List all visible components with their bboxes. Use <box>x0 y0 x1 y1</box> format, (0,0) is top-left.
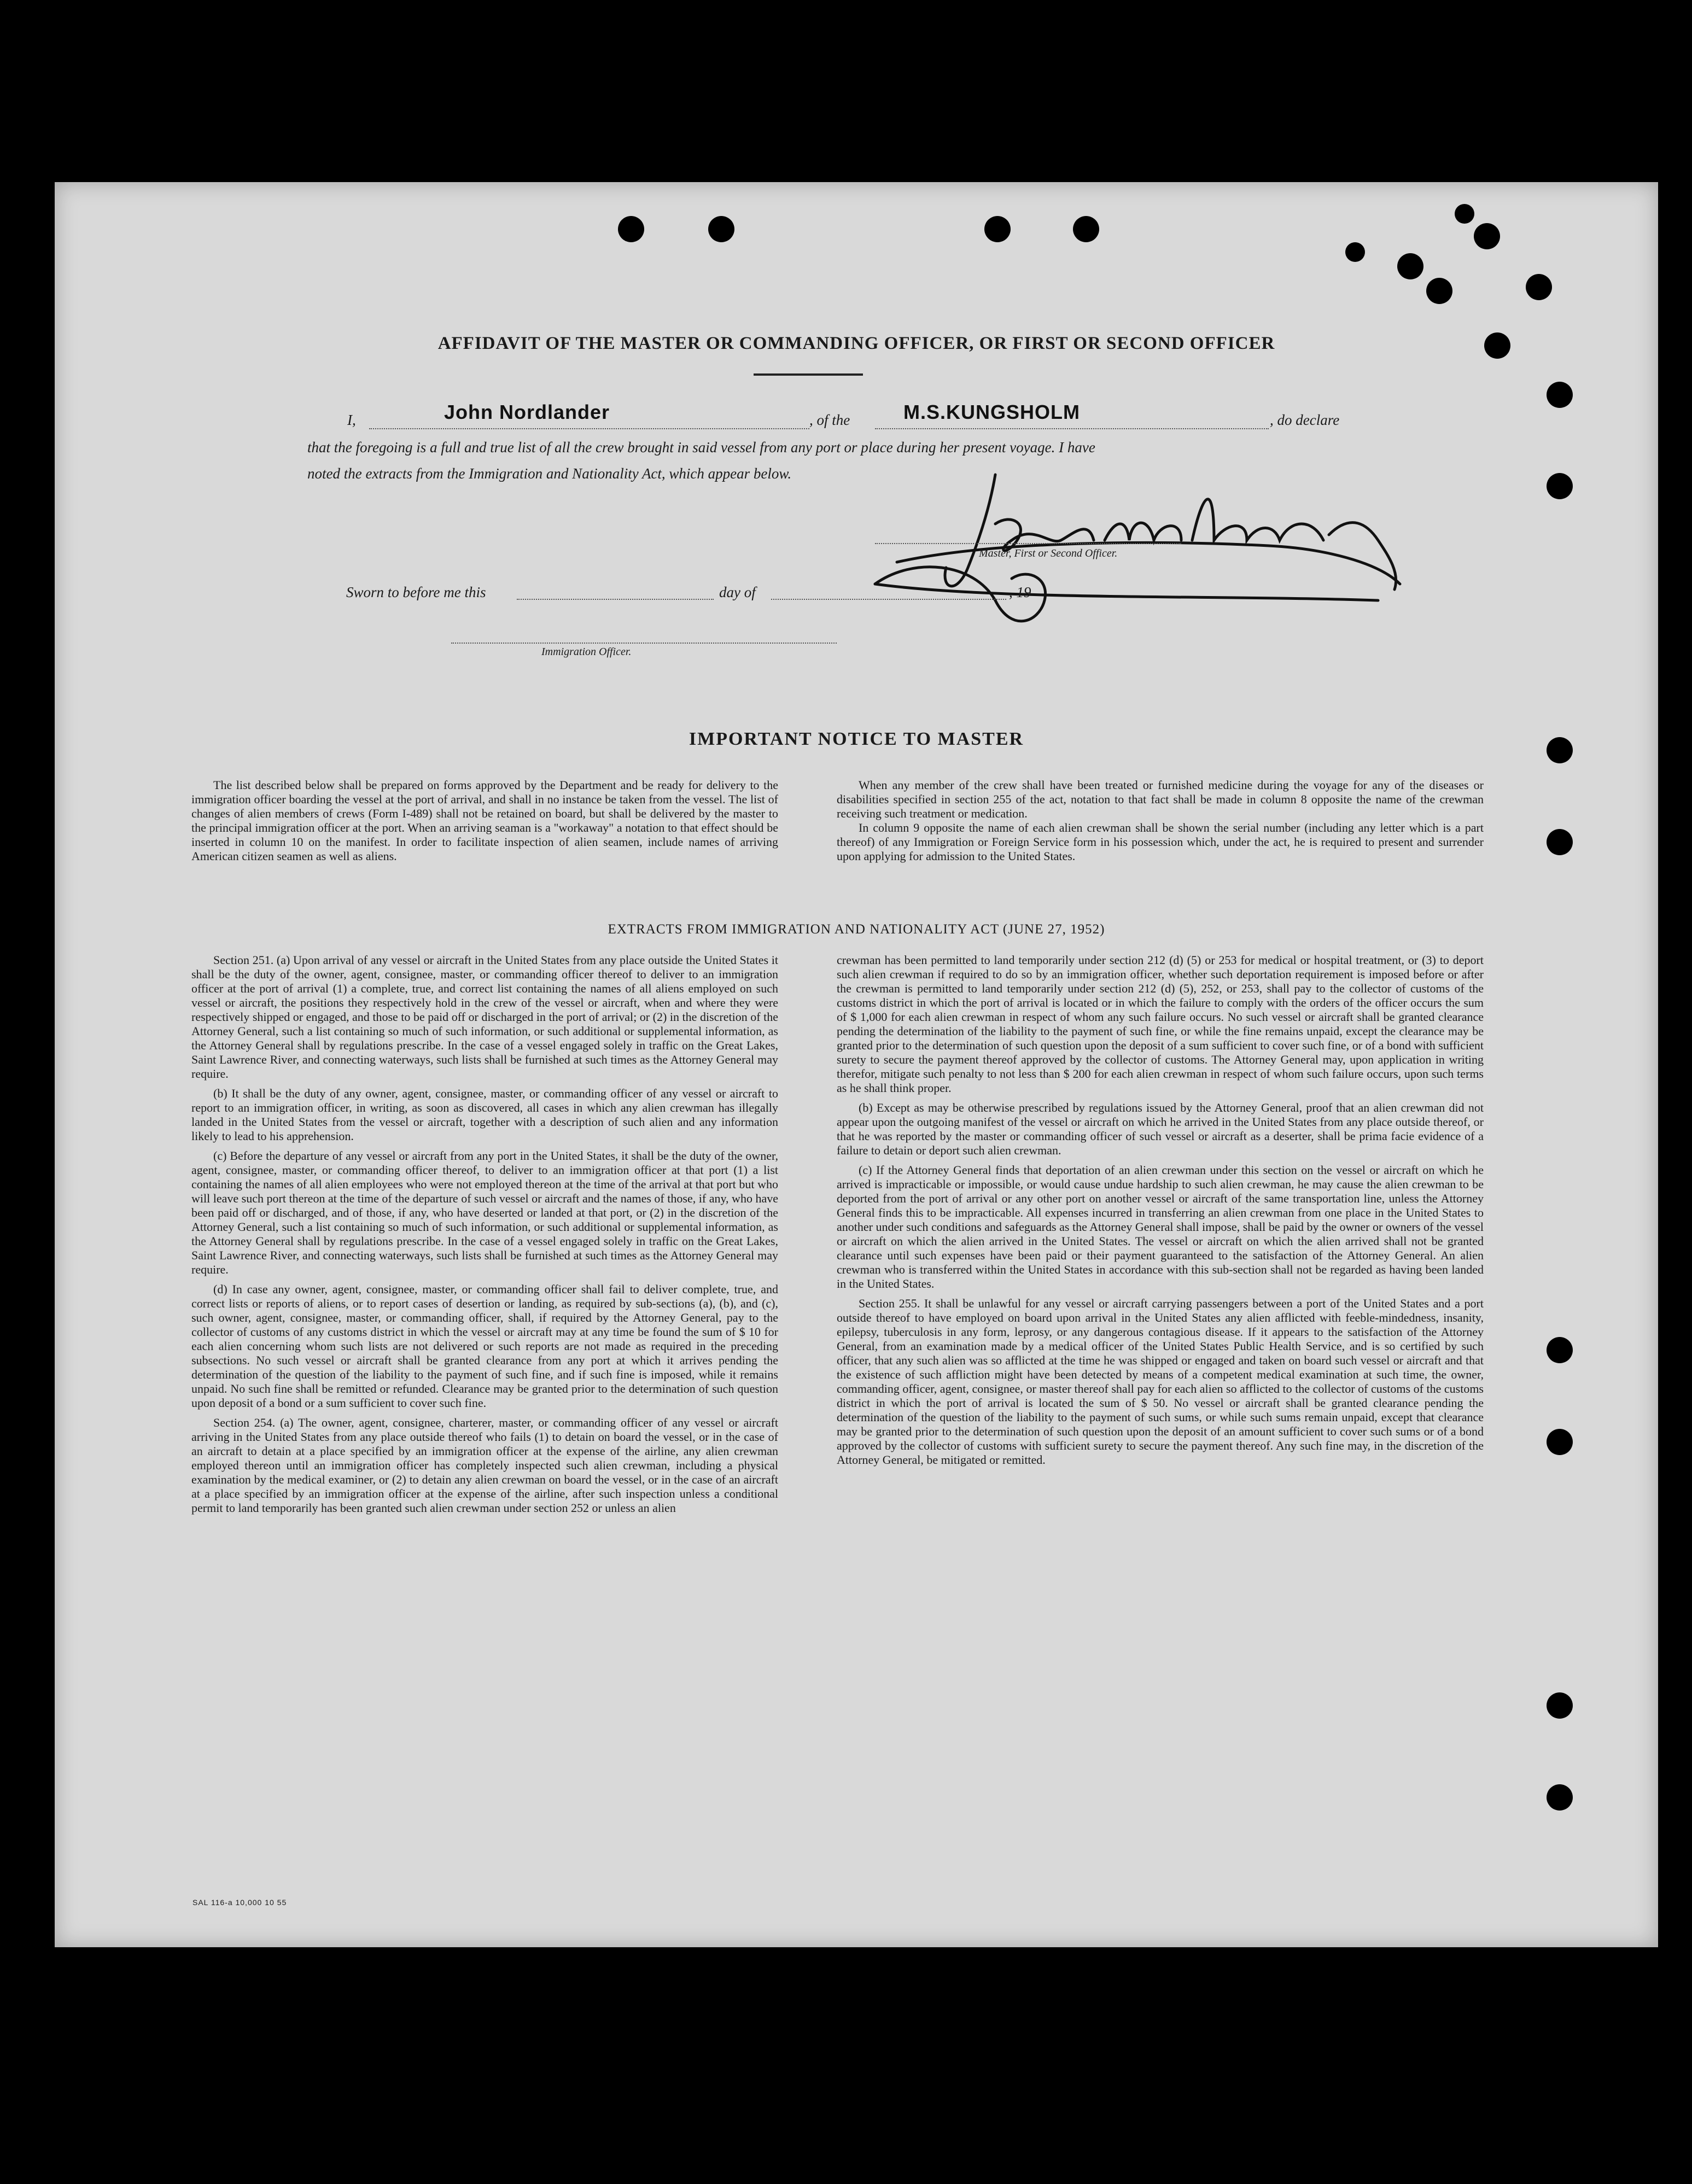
punch-hole <box>1547 1337 1573 1363</box>
punch-hole <box>1073 216 1099 242</box>
punch-hole <box>618 216 644 242</box>
extracts-title: EXTRACTS FROM IMMIGRATION AND NATIONALITY ACT (JUNE 27, 1952) <box>608 922 1105 937</box>
punch-hole <box>1547 829 1573 855</box>
of-the-label: , of the <box>809 412 850 428</box>
extract-paragraph: Section 255. It shall be unlawful for any vessel or aircraft carrying passengers between a port of the United States and a port outside thereof to have employed on board upon arrival in the United States any alien afflicted with feeble-mindedness, insanity, epilepsy, tuberculosis in any form, leprosy, or any dangerous contagious disease. If it appears to the satisfaction of the Attorney General, from an examination made by a medical officer of the United States Public Health Service, and is so certified by such officer, that any such alien was so afflicted at the time he was shipped or engaged and taken on board such vessel or aircraft and that the existence of such affliction might have been detected by means of a competent medical examination at such time, the owner, commanding officer, agent, consignee, or master thereof shall pay for each alien so afflicted to the collector of customs of the customs district in which the port of arrival is located the sum of $ 50. No vessel or aircraft shall be granted clearance pending the determination of the question of the liability to the payment of such sums, or while such sums remain unpaid, except that clearance may be granted prior to the determination of such question upon the deposit of an amount sufficient to cover such sums or of a bond approved by the collector of customs with sufficient surety to secure the payment thereof. Any such fine may, in the discretion of the Attorney General, be mitigated or remitted. <box>837 1297 1484 1467</box>
punch-hole <box>1547 382 1573 408</box>
punch-hole <box>1397 253 1423 279</box>
punch-hole <box>1526 274 1552 300</box>
extract-paragraph: Section 254. (a) The owner, agent, consignee, charterer, master, or commanding officer of any vessel or aircraft arriving in the United States from any place outside thereof who fails (1) to detain on board the vessel, or in the case of an aircraft to detain at a place specified by an immigration officer at the expense of the airline, any alien crewman employed thereon until an immigration officer has completely inspected such alien crewman, including a physical examination by the medical examiner, or (2) to detain any alien crewman on board the vessel, or in the case of an aircraft at a place specified by an immigration officer at the expense of the airline, after such inspection unless a conditional permit to land temporarily has been granted such alien crewman under section 252 or unless an alien <box>191 1416 778 1515</box>
vessel-field-line <box>875 428 1269 429</box>
extract-paragraph: (d) In case any owner, agent, consignee, master, or commanding officer shall fail to deliver complete, true, and correct lists or reports of aliens, or to report cases of desertion or landing, as required by sub-sections (a), (b), and (c), such owner, agent, consignee, master, or commanding officer, shall, if required by the Attorney General, pay to the collector of customs of any customs district in which the vessel or aircraft may at any time be found the sum of $ 10 for each alien concerning whom such lists are not delivered or such reports are not made as required in the preceding subsections. No such vessel or aircraft shall be granted clearance from any port at which it arrives pending the determination of the question of the liability to the payment of such fine, and if such fine is imposed, while it remains unpaid. No such fine shall be remitted or refunded. Clearance may be granted prior to the determination of such question upon deposit of a bond or a sum sufficient to cover such fine. <box>191 1282 778 1410</box>
punch-hole <box>1474 223 1500 249</box>
extracts-left-column <box>191 953 778 1521</box>
sworn-month-line <box>771 599 1006 600</box>
master-signature-line <box>875 543 1181 544</box>
title-divider <box>754 373 863 376</box>
extract-paragraph: (b) Except as may be otherwise prescribed by regulations issued by the Attorney General, proof that an alien crewman did not appear upon the outgoing manifest of the vessel or aircraft on which he arrived in the United States from any place outside thereof, or that he was reported by the master or commanding officer of such vessel or aircraft as a deserter, shall be prima facie evidence of a failure to detain or deport such alien crewman. <box>837 1101 1484 1157</box>
officer-caption: Immigration Officer. <box>541 646 632 658</box>
punch-hole <box>1547 1692 1573 1719</box>
notice-left-column <box>191 778 778 869</box>
notice-paragraph: When any member of the crew shall have been treated or furnished medicine during the voyage for any of the diseases or disabilities specified in section 255 of the act, notation to that fact shall be made in column 8 opposite the name of the crewman receiving such treatment or medication. <box>837 778 1484 820</box>
year-label: , 19 <box>1009 584 1031 600</box>
punch-hole <box>984 216 1011 242</box>
extracts-right-column <box>837 953 1484 1473</box>
extract-paragraph: (c) Before the departure of any vessel or aircraft from any port in the United States, it shall be the duty of the owner, agent, consignee, master, or commanding officer thereof, to deliver to an immigration officer at that port (1) a list containing the names of all alien employees who were not employed thereon at the time of the arrival at that port but who will leave such port thereon at the time of the departure of such vessel or aircraft and the names of those, if any, who have been paid off or discharged, and of those, if any, who have deserted or landed at that port, or (2) in the discretion of the Attorney General, such a list containing so much of such information, or such additional or supplemental information, as the Attorney General shall by regulations prescribe. In the case of a vessel engaged solely in traffic on the Great Lakes, Saint Lawrence River, and connecting waterways, such lists shall be furnished at such times as the Attorney General may require. <box>191 1149 778 1276</box>
i-label: I, <box>347 412 356 428</box>
extract-paragraph: (c) If the Attorney General finds that deportation of an alien crewman under this section on the vessel or aircraft on which he arrived is impracticable or impossible, or would cause undue hardship to such alien crewman, he may cause the alien crewman to be deported from the port of arrival or any other port on another vessel or aircraft of the same transportation line, unless the Attorney General finds this to be impracticable. All expenses incurred in transferring an alien crewman from one place in the United States to another under such conditions and safeguards as the Attorney General shall impose, shall be paid by the owner or owners of the vessel or aircraft on which the alien arrived in the United States. The vessel or aircraft on which the alien arrived shall not be granted clearance until such expenses have been paid or their payment guaranteed to the satisfaction of the Attorney General. An alien crewman who is transferred within the United States in accordance with this sub-section shall not be regarded as having been landed in the United States. <box>837 1163 1484 1290</box>
affidavit-title: AFFIDAVIT OF THE MASTER OR COMMANDING OFFICER, OR FIRST OR SECOND OFFICER <box>437 334 1275 353</box>
document-sheet <box>55 182 1658 1947</box>
notice-paragraph: The list described below shall be prepared on forms approved by the Department and be ready for delivery to the immigration officer boarding the vessel at the port of arrival, and shall in no instance be taken from the vessel. The list of changes of alien members of crews (Form I-489) shall not be retained on board, but shall be delivered by the master to the principal immigration officer at the port. When an arriving seaman is a "workaway" a notation to that effect should be inserted in column 10 on the manifest. In order to facilitate inspection of alien seamen, include names of arriving American citizen seamen as well as aliens. <box>191 778 778 863</box>
affidavit-line-2: that the foregoing is a full and true list of all the crew brought in said vessel from any port or place during her present voyage. I have <box>307 439 1095 456</box>
sworn-day-line <box>517 599 714 600</box>
signature-image <box>831 458 1433 639</box>
punch-hole <box>1547 1429 1573 1455</box>
punch-hole <box>708 216 734 242</box>
punch-hole <box>1345 242 1365 262</box>
day-of-label: day of <box>719 584 756 600</box>
extract-paragraph: Section 251. (a) Upon arrival of any vessel or aircraft in the United States from any place outside the United States it shall be the duty of the owner, agent, consignee, master, or commanding officer thereof to deliver to an immigration officer at the port of arrival (1) a complete, true, and correct list containing the names of all aliens employed on such vessel or aircraft, the positions they respectively hold in the crew of the vessel or aircraft, when and where they were respectively shipped or engaged, and those to be paid off or discharged in the port of arrival; or (2) in the discretion of the Attorney General, such a list containing so much of such information, or such additional or supplemental information, as the Attorney General shall by regulations prescribe. In the case of a vessel engaged solely in traffic on the Great Lakes, Saint Lawrence River, and connecting waterways, such lists shall be furnished at such times as the Attorney General may require. <box>191 953 778 1081</box>
punch-hole <box>1547 473 1573 499</box>
extract-paragraph: crewman has been permitted to land temporarily under section 212 (d) (5) or 253 for medical or hospital treatment, or (3) to deport such alien crewman if required to do so by an immigration officer, whether such deportation requirement is imposed before or after the crewman is permitted to land temporarily under section 212 (d) (5), 252, or 253, shall pay to the collector of customs of the customs district in which the port of arrival is located or in which the failure to comply with the orders of the officer occurs the sum of $ 1,000 for each alien crewman in respect of whom any such failure occurs. No such vessel or aircraft shall be granted clearance pending the determination of the liability to the payment of such fine, or while the fine remains unpaid, except the clearance may be granted prior to the determination of such question upon the deposit of a sum sufficient to cover such fine, or of a bond with sufficient surety to secure the payment thereof approved by the collector of customs. The Attorney General may, upon application in writing therefor, mitigate such penalty to not less than $ 200 for each alien crewman in respect of whom such failure occurs, upon such terms as he shall think proper. <box>837 953 1484 1095</box>
do-declare-label: , do declare <box>1270 412 1340 428</box>
vessel-field: M.S.KUNGSHOLM <box>903 401 1080 423</box>
extract-paragraph: (b) It shall be the duty of any owner, agent, consignee, master, or commanding officer of any vessel or aircraft to report to an immigration officer, in writing, as soon as discovered, all cases in which any alien crewman has illegally landed in the United States from the vessel or aircraft, together with a description of such alien and any information likely to lead to his apprehension. <box>191 1087 778 1143</box>
officer-signature-line <box>451 643 837 644</box>
form-code: SAL 116-a 10,000 10 55 <box>192 1898 287 1907</box>
notice-title: IMPORTANT NOTICE TO MASTER <box>689 729 1024 749</box>
master-caption: Master, First or Second Officer. <box>979 547 1118 559</box>
punch-hole <box>1455 204 1474 224</box>
name-field: John Nordlander <box>444 401 610 423</box>
punch-hole <box>1426 278 1452 304</box>
name-field-line <box>369 428 809 429</box>
punch-hole <box>1547 1784 1573 1811</box>
sworn-label: Sworn to before me this <box>346 584 486 600</box>
notice-right-column <box>837 778 1484 869</box>
notice-paragraph: In column 9 opposite the name of each alien crewman shall be shown the serial number (including any letter which is a part thereof) of any Immigration or Foreign Service form in his possession which, under the act, he is required to present and surrender upon applying for admission to the United States. <box>837 821 1484 863</box>
affidavit-line-3: noted the extracts from the Immigration and Nationality Act, which appear below. <box>307 465 792 482</box>
